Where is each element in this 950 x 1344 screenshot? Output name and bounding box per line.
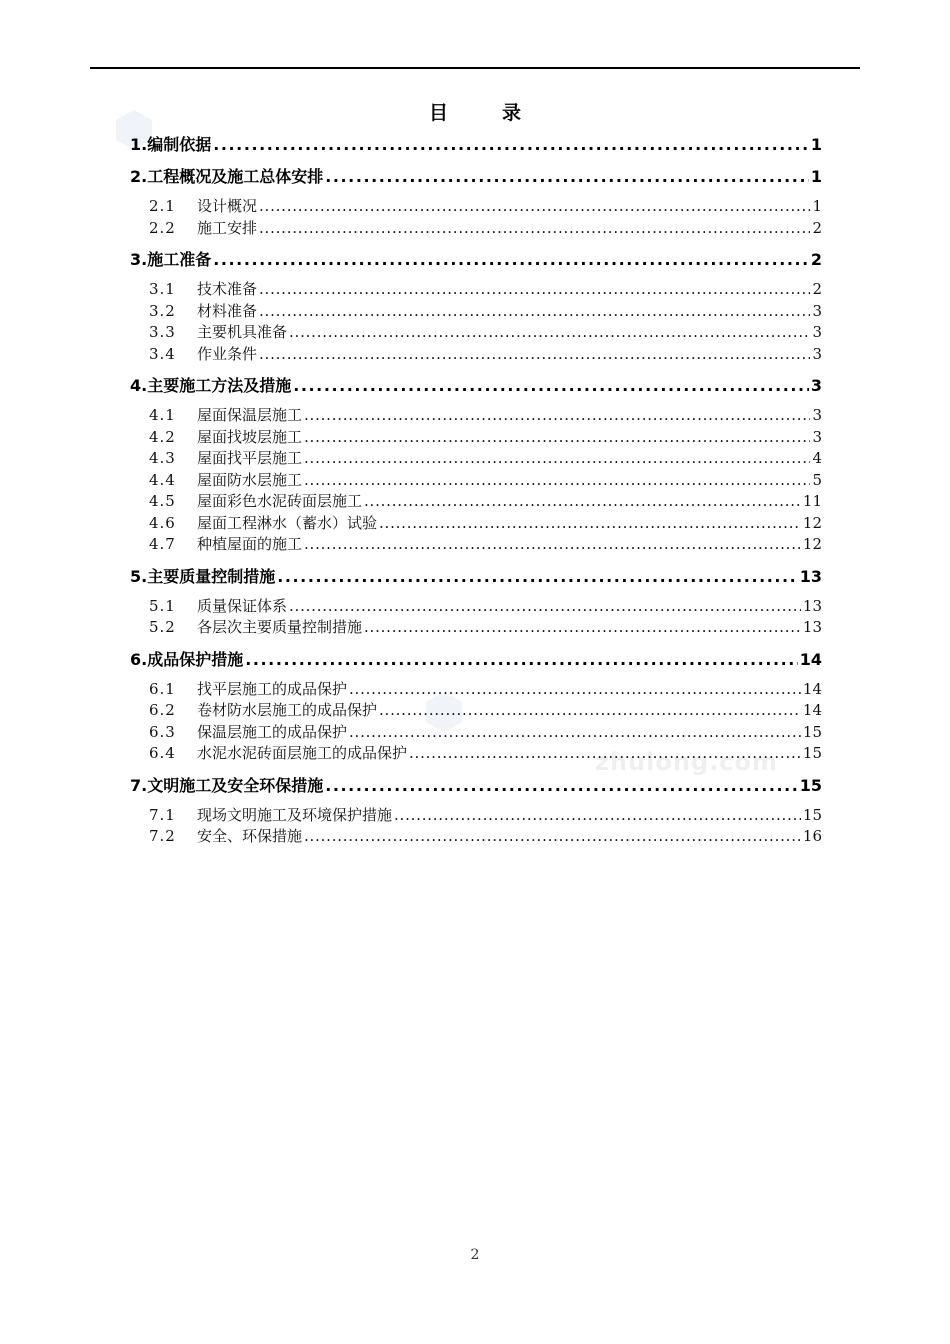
toc-entry-level2[interactable] <box>130 617 822 639</box>
dot-leader <box>364 491 801 513</box>
dot-leader <box>259 279 810 301</box>
dot-leader <box>277 566 798 588</box>
toc-subentry-number: 6.1 <box>149 679 176 698</box>
toc-subentry-page: 2 <box>812 218 822 237</box>
toc-subentry-title: 屋面工程淋水（蓄水）试验 <box>197 513 378 532</box>
toc-subentry-title: 各层次主要质量控制措施 <box>197 618 363 636</box>
toc-entry-level2[interactable] <box>130 427 822 449</box>
toc-subentry-page: 11 <box>802 492 822 510</box>
toc-entry-level2[interactable] <box>130 491 822 513</box>
toc-subentry-title: 找平层施工的成品保护 <box>197 679 348 698</box>
dot-leader <box>259 344 810 366</box>
toc-subentry-number: 4.4 <box>149 470 176 489</box>
dot-leader <box>259 301 810 323</box>
toc-subentry-title: 主要机具准备 <box>197 323 288 341</box>
toc-entry-level2[interactable] <box>130 826 822 848</box>
toc-entry-title: 文明施工及安全环保措施 <box>147 775 324 795</box>
toc-entry-title: 主要质量控制措施 <box>147 566 276 586</box>
toc-subentry-number: 7.1 <box>149 805 176 824</box>
toc-entry-level2[interactable] <box>130 405 822 427</box>
toc-subentry-number: 2.1 <box>149 197 176 215</box>
toc-subentry-page: 3 <box>812 427 822 446</box>
toc-subentry-title: 施工安排 <box>197 218 258 237</box>
dot-leader <box>289 596 801 618</box>
toc-entry-level1[interactable] <box>130 134 822 156</box>
toc-subentry-page: 3 <box>812 406 822 424</box>
toc-entry-level1[interactable] <box>130 166 822 188</box>
dot-leader <box>213 249 809 271</box>
toc-subentry-page: 4 <box>812 449 822 467</box>
dot-leader <box>304 448 810 470</box>
toc-subentry-title: 保温层施工的成品保护 <box>197 722 348 741</box>
toc-subentry-page: 15 <box>802 744 822 762</box>
toc-subentry-number: 4.7 <box>149 535 176 553</box>
toc-entry-level1[interactable] <box>130 375 822 397</box>
toc-subentry-title: 屋面找平层施工 <box>197 449 303 467</box>
toc-subentry-page: 12 <box>802 535 822 553</box>
toc-entry-title: 成品保护措施 <box>147 649 244 669</box>
toc-entry-level2[interactable] <box>130 196 822 218</box>
toc-subentry-page: 12 <box>802 513 822 532</box>
toc-entry-page: 1 <box>810 167 822 186</box>
toc-subentry-number: 6.2 <box>149 701 176 719</box>
toc-subentry-title: 质量保证体系 <box>197 596 288 615</box>
toc-subentry-title: 安全、环保措施 <box>197 827 303 845</box>
table-of-contents <box>130 132 822 848</box>
toc-entry-level1[interactable] <box>130 775 822 797</box>
toc-entry-page: 15 <box>799 775 822 795</box>
toc-entry-number: 6. <box>130 649 148 669</box>
dot-leader <box>325 775 798 797</box>
toc-subentry-number: 5.1 <box>149 596 176 615</box>
dot-leader <box>304 534 801 556</box>
dot-leader <box>304 405 810 427</box>
dot-leader <box>304 826 801 848</box>
toc-entry-page: 3 <box>810 376 822 395</box>
toc-entry-level2[interactable] <box>130 722 822 744</box>
toc-subentry-number: 6.3 <box>149 722 176 741</box>
toc-subentry-page: 13 <box>802 596 822 615</box>
toc-entry-level2[interactable] <box>130 534 822 556</box>
dot-leader <box>213 134 809 156</box>
toc-subentry-number: 5.2 <box>149 618 176 636</box>
toc-subentry-number: 3.3 <box>149 323 176 341</box>
toc-entry-number: 1. <box>130 135 148 154</box>
toc-entry-level2[interactable] <box>130 596 822 618</box>
toc-entry-level2[interactable] <box>130 322 822 344</box>
toc-entry-page: 1 <box>810 135 822 154</box>
toc-entry-level2[interactable] <box>130 513 822 535</box>
toc-entry-level2[interactable] <box>130 279 822 301</box>
toc-entry-level2[interactable] <box>130 679 822 701</box>
toc-entry-level1[interactable] <box>130 566 822 588</box>
toc-subentry-title: 作业条件 <box>197 344 258 363</box>
toc-entry-number: 5. <box>130 566 148 586</box>
toc-entry-number: 4. <box>130 376 148 395</box>
dot-leader <box>304 427 810 449</box>
dot-leader <box>364 617 801 639</box>
toc-subentry-page: 3 <box>812 323 822 341</box>
toc-entry-number: 2. <box>130 167 148 186</box>
toc-subentry-title: 屋面彩色水泥砖面层施工 <box>197 492 363 510</box>
toc-subentry-number: 4.3 <box>149 449 176 467</box>
toc-subentry-number: 3.4 <box>149 344 176 363</box>
toc-subentry-number: 4.2 <box>149 427 176 446</box>
dot-leader <box>293 375 809 397</box>
toc-subentry-title: 技术准备 <box>197 280 258 298</box>
toc-entry-page: 2 <box>810 250 822 269</box>
toc-subentry-number: 4.5 <box>149 492 176 510</box>
dot-leader <box>379 513 801 535</box>
toc-subentry-number: 3.2 <box>149 301 176 320</box>
toc-entry-level2[interactable] <box>130 805 822 827</box>
toc-entry-level2[interactable] <box>130 218 822 240</box>
header-rule <box>90 67 860 69</box>
watermark-text: zhulong.com <box>595 748 778 776</box>
toc-subentry-page: 15 <box>802 722 822 741</box>
toc-subentry-page: 13 <box>802 618 822 636</box>
toc-entry-level1[interactable] <box>130 249 822 271</box>
toc-entry-level2[interactable] <box>130 470 822 492</box>
toc-subentry-page: 14 <box>802 679 822 698</box>
toc-entry-page: 13 <box>799 566 822 586</box>
toc-subentry-title: 卷材防水层施工的成品保护 <box>197 701 378 719</box>
toc-subentry-title: 水泥水泥砖面层施工的成品保护 <box>197 744 408 762</box>
toc-entry-title: 工程概况及施工总体安排 <box>147 167 324 186</box>
toc-entry-title: 施工准备 <box>147 250 212 269</box>
toc-subentry-title: 种植屋面的施工 <box>197 535 303 553</box>
toc-subentry-number: 3.1 <box>149 280 176 298</box>
dot-leader <box>394 805 801 827</box>
toc-entry-number: 7. <box>130 775 148 795</box>
toc-subentry-number: 2.2 <box>149 218 176 237</box>
dot-leader <box>259 196 810 218</box>
dot-leader <box>379 700 801 722</box>
toc-subentry-page: 15 <box>802 805 822 824</box>
toc-entry-level2[interactable] <box>130 743 822 765</box>
toc-subentry-number: 6.4 <box>149 744 176 762</box>
dot-leader <box>304 470 810 492</box>
toc-subentry-title: 屋面保温层施工 <box>197 406 303 424</box>
toc-subentry-page: 16 <box>802 827 822 845</box>
toc-entry-page: 14 <box>799 649 822 669</box>
dot-leader <box>349 722 801 744</box>
toc-entry-level1[interactable] <box>130 649 822 671</box>
toc-subentry-page: 14 <box>802 701 822 719</box>
page-title <box>0 98 950 125</box>
toc-entry-number: 3. <box>130 250 148 269</box>
dot-leader <box>325 166 809 188</box>
toc-entry-level2[interactable] <box>130 448 822 470</box>
dot-leader <box>259 218 810 240</box>
dot-leader <box>289 322 810 344</box>
toc-subentry-page: 3 <box>812 344 822 363</box>
toc-subentry-title: 设计概况 <box>197 197 258 215</box>
toc-entry-title: 编制依据 <box>147 135 212 154</box>
dot-leader <box>409 743 801 765</box>
dot-leader <box>245 649 798 671</box>
title-char-left: 目 <box>428 102 448 124</box>
toc-subentry-title: 现场文明施工及环境保护措施 <box>197 805 393 824</box>
toc-entry-level2[interactable] <box>130 301 822 323</box>
toc-subentry-page: 2 <box>812 280 822 298</box>
dot-leader <box>349 679 801 701</box>
toc-entry-level2[interactable] <box>130 700 822 722</box>
toc-subentry-title: 屋面防水层施工 <box>197 470 303 489</box>
toc-entry-level2[interactable] <box>130 344 822 366</box>
toc-subentry-page: 3 <box>812 301 822 320</box>
toc-subentry-number: 4.6 <box>149 513 176 532</box>
toc-entry-title: 主要施工方法及措施 <box>147 376 292 395</box>
page-number: 2 <box>470 1247 480 1263</box>
title-char-right: 录 <box>502 102 522 124</box>
toc-subentry-page: 5 <box>812 470 822 489</box>
toc-subentry-number: 7.2 <box>149 827 176 845</box>
toc-subentry-page: 1 <box>812 197 822 215</box>
toc-subentry-title: 屋面找坡层施工 <box>197 427 303 446</box>
toc-subentry-number: 4.1 <box>149 406 176 424</box>
toc-subentry-title: 材料准备 <box>197 301 258 320</box>
